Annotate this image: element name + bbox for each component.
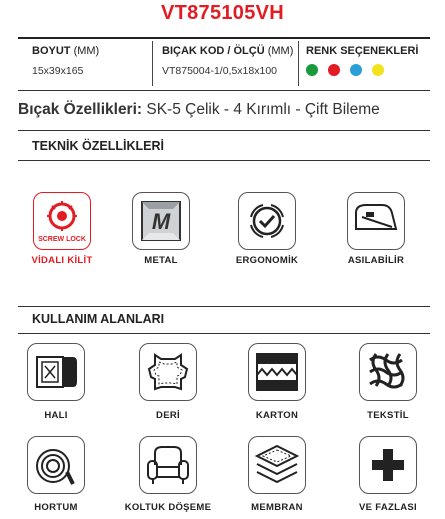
blade-code-value: VT875004-1/0,5x18x100 (162, 65, 278, 77)
armchair-icon (139, 436, 197, 494)
divider (18, 306, 430, 307)
screw-lock-icon (33, 192, 91, 250)
tech-label-ergonomic: ERGONOMİK (235, 255, 299, 266)
textile-icon (359, 343, 417, 401)
ergonomic-icon (238, 192, 296, 250)
color-options (306, 64, 384, 76)
usage-label-armchair: KOLTUK DÖŞEME (124, 502, 212, 513)
usage-label-leather: DERİ (156, 410, 180, 421)
usage-label-more: VE FAZLASI (359, 502, 417, 513)
blade-features (18, 101, 380, 119)
screw-lock-badge: SCREW LOCK (38, 236, 86, 243)
color-option-blue[interactable] (350, 64, 362, 76)
color-option-yellow[interactable] (372, 64, 384, 76)
usage-title: KULLANIM ALANLARI (32, 312, 165, 326)
divider (18, 333, 430, 334)
usage-label-cardboard: KARTON (255, 410, 299, 421)
plus-icon (359, 436, 417, 494)
usage-label-membrane: MEMBRAN (251, 502, 303, 513)
technical-title: TEKNİK ÖZELLİKLERİ (32, 139, 164, 153)
membrane-icon (248, 436, 306, 494)
blade-features-value: SK-5 Çelik - 4 Kırımlı - Çift Bileme (146, 101, 380, 118)
divider (298, 41, 299, 86)
blade-code-label: BIÇAK KOD / ÖLÇÜ (MM) (162, 45, 294, 57)
tech-label-metal: METAL (144, 255, 178, 266)
hangable-icon (347, 192, 405, 250)
metal-icon (132, 192, 190, 250)
blade-features-label: Bıçak Özellikleri: (18, 101, 143, 118)
leather-icon (139, 343, 197, 401)
metal-badge: M (151, 209, 171, 234)
carpet-icon (27, 343, 85, 401)
divider (18, 37, 430, 39)
tech-label-hangable: ASILABİLİR (347, 255, 405, 266)
usage-label-hose: HORTUM (34, 502, 78, 513)
divider (152, 41, 153, 86)
usage-label-carpet: HALI (44, 410, 68, 421)
color-options-label: RENK SEÇENEKLERİ (306, 45, 419, 57)
tech-label-screw-lock: VİDALI KİLİT (31, 255, 93, 266)
size-label: BOYUT (MM) (32, 45, 100, 57)
usage-label-textile: TEKSTİL (367, 410, 409, 421)
hose-icon (27, 436, 85, 494)
cardboard-icon (248, 343, 306, 401)
divider (18, 90, 430, 91)
divider (18, 130, 430, 131)
color-option-green[interactable] (306, 64, 318, 76)
size-value: 15x39x165 (32, 65, 84, 77)
color-option-red[interactable] (328, 64, 340, 76)
divider (18, 160, 430, 161)
product-code: VT875105VH (160, 2, 285, 24)
